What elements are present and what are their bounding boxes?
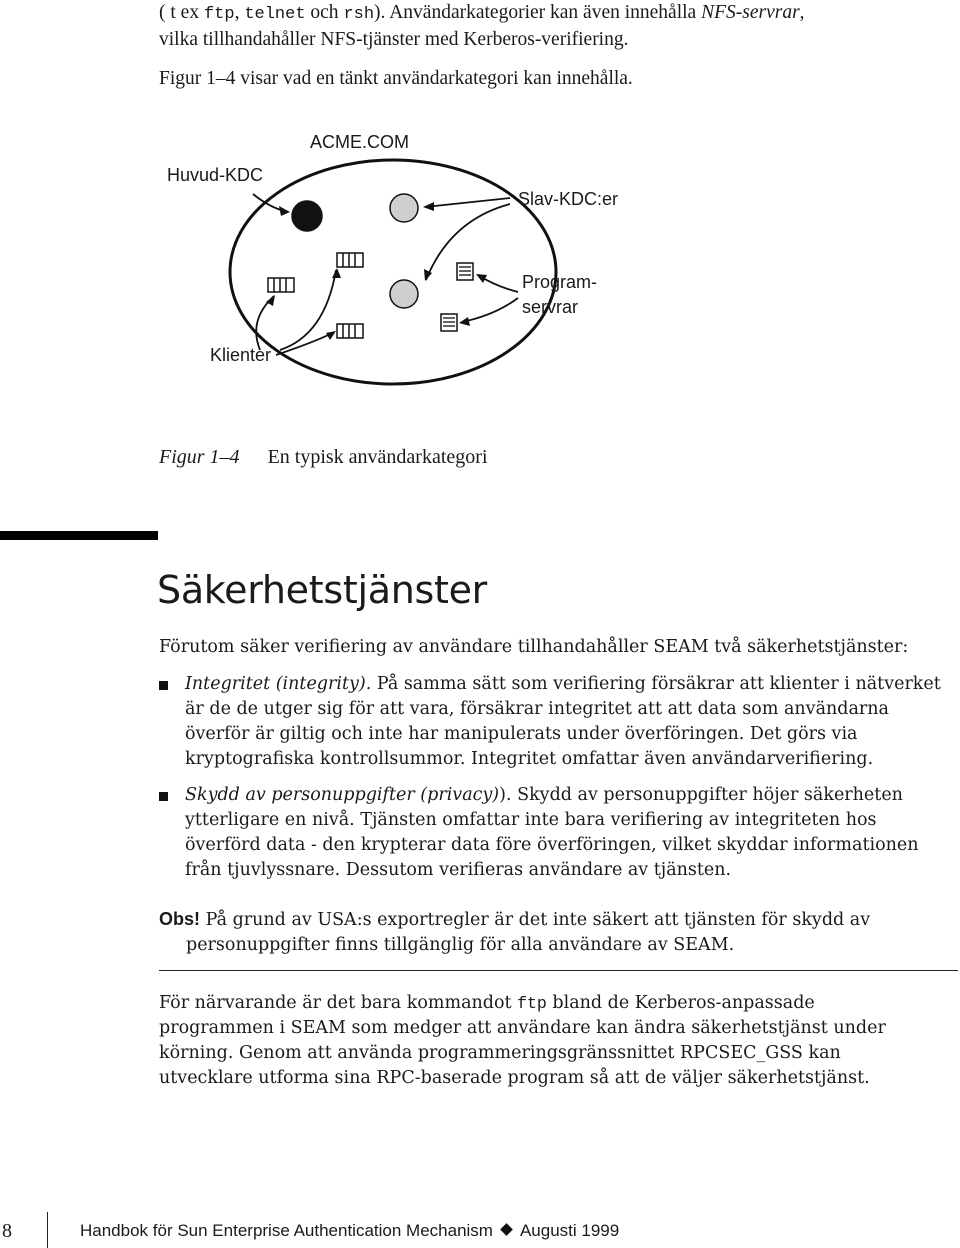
- note-text: På grund av USA:s exportregler är det inte säkert att tjänsten för skydd av: [200, 910, 871, 930]
- slave-kdc-label: Slav-KDC:er: [518, 189, 619, 209]
- closing-text: bland de Kerberos-anpassade: [546, 993, 815, 1013]
- code-rsh: rsh: [343, 5, 375, 24]
- page-footer: [0, 1220, 960, 1246]
- figure-number: Figur 1–4: [159, 446, 240, 468]
- bullet-line: kryptografiska kontrollsummor. Integritet omfattar även användarverifiering.: [185, 749, 874, 769]
- client-node: [268, 278, 294, 292]
- intro-paragraph: [159, 0, 939, 91]
- app-server-node: [457, 263, 473, 280]
- bullet-line: överför är giltig och inte har manipulerats under överföringen. Det görs via: [185, 724, 858, 744]
- bullet-text: På samma sätt som verifiering försäkrar att klienter i nätverket: [371, 674, 941, 694]
- book-title: Handbok för Sun Enterprise Authentication Mechanism: [80, 1221, 493, 1240]
- note-label: Obs!: [159, 909, 201, 929]
- bullet-line: överförd data - den krypterar data före överföringen, vilket skyddar informationen: [185, 835, 919, 855]
- section-lead: Förutom säker verifiering av användare tillhandahåller SEAM två säkerhetstjänster:: [159, 637, 909, 657]
- closing-text: För närvarande är det bara kommandot: [159, 993, 518, 1013]
- closing-line-4: utvecklare utforma sina RPC-baserade program så att de väljer säkerhetstjänst.: [159, 1068, 870, 1088]
- app-servers-label-2: servrar: [522, 297, 579, 317]
- master-kdc-label: Huvud-KDC: [167, 165, 264, 185]
- realm-diagram: [150, 120, 650, 390]
- app-server-node: [441, 314, 457, 331]
- figure-caption: [159, 446, 488, 469]
- closing-line-3: körning. Genom att använda programmeringsgränssnittet RPCSEC_GSS kan: [159, 1043, 841, 1063]
- bullet-line: är de de utger sig för att vara, försäkrar integritet att att data som användarna: [185, 699, 889, 719]
- bullet-line: från tjuvlyssnare. Dessutom verifieras användare av tjänsten.: [185, 860, 732, 880]
- code-ftp: ftp: [517, 994, 547, 1013]
- intro-italic-term: NFS-servrar: [701, 2, 800, 23]
- intro-text: ,: [799, 2, 805, 23]
- code-ftp: ftp: [203, 5, 235, 24]
- closing-line-2: programmen i SEAM som medger att användare kan ändra säkerhetstjänst under: [159, 1018, 886, 1038]
- intro-separator: och: [305, 2, 344, 23]
- publication-date: Augusti 1999: [519, 1221, 620, 1240]
- footer-divider: [47, 1212, 48, 1248]
- note-divider: [159, 970, 958, 971]
- bullet-term: Integritet (integrity).: [185, 674, 372, 694]
- client-node: [337, 253, 363, 267]
- closing-paragraph: [159, 991, 949, 1091]
- bullet-text: ). Skydd av personuppgifter höjer säkerheten: [499, 785, 903, 805]
- realm-label: ACME.COM: [310, 132, 409, 152]
- clients-label: Klienter: [210, 345, 272, 365]
- diamond-icon: [500, 1223, 513, 1236]
- code-telnet: telnet: [244, 5, 306, 24]
- intro-line-3: Figur 1–4 visar vad en tänkt användarkategori kan innehålla.: [159, 68, 633, 89]
- client-node: [337, 324, 363, 338]
- section-title: Säkerhetstjänster: [157, 568, 487, 612]
- note-text-line-2: personuppgifter finns tillgänglig för alla användare av SEAM.: [186, 935, 735, 955]
- footer-title-block: [80, 1221, 619, 1241]
- intro-text: ( t ex: [159, 2, 204, 23]
- realm-boundary: [230, 160, 556, 384]
- page-number: 8: [2, 1220, 12, 1242]
- intro-separator: ,: [234, 2, 245, 23]
- figure-caption-text: En typisk användarkategori: [267, 446, 488, 468]
- bullet-square-icon: [159, 681, 168, 690]
- intro-line-2: vilka tillhandahåller NFS-tjänster med Kerberos-verifiering.: [159, 29, 629, 50]
- slave-kdc-node: [390, 280, 418, 308]
- slave-kdc-node: [390, 194, 418, 222]
- bullet-line: ytterligare en nivå. Tjänsten omfattar inte bara verifiering av integriteten hos: [185, 810, 877, 830]
- app-servers-label-1: Program-: [522, 272, 598, 292]
- intro-text: ). Användarkategorier kan även innehålla: [374, 2, 702, 23]
- note-block: [159, 907, 949, 958]
- section-rule: [0, 531, 158, 540]
- bullet-term: Skydd av personuppgifter (privacy): [185, 785, 500, 805]
- bullet-square-icon: [159, 792, 168, 801]
- master-kdc-node: [292, 201, 322, 231]
